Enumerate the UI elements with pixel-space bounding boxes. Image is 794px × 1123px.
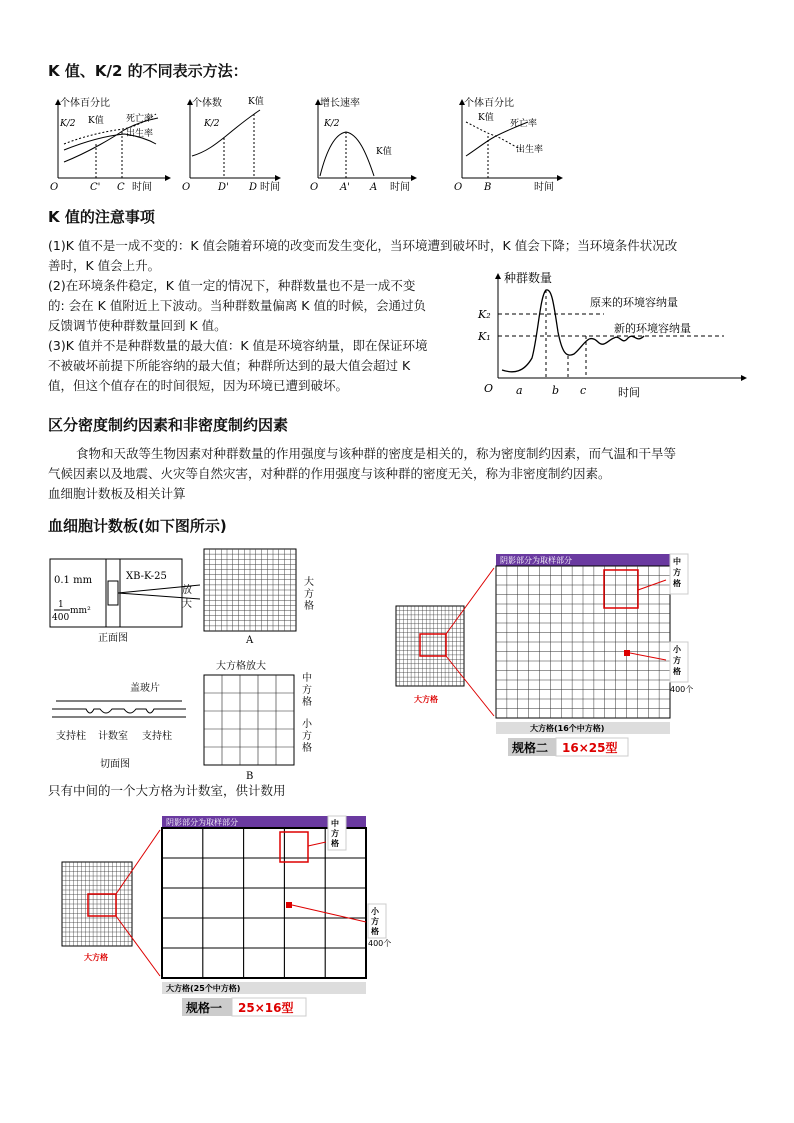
spec2-figure xyxy=(390,550,710,760)
spec2-small2: 方 xyxy=(673,656,681,665)
spec2-count: 400个 xyxy=(670,685,694,694)
g4-origin: O xyxy=(454,182,463,192)
front-area-num: 1 xyxy=(58,600,64,610)
grid-b-small3: 格 xyxy=(302,743,312,754)
spec1-mid1: 中 xyxy=(331,819,339,828)
s2-p3b: 不被破坏前提下所能容纳的最大值；种群所达到的最大值会超过 K xyxy=(48,358,411,373)
g1-c1: C' xyxy=(90,182,101,192)
g1-birth: 出生率 xyxy=(126,129,154,139)
spec2-spec: 规格二 xyxy=(512,741,549,755)
grid-b-mid2: 方 xyxy=(302,685,312,696)
spec2-header: 阴影部分为取样部分 xyxy=(500,556,572,565)
grid-a-big2: 方 xyxy=(304,589,314,600)
section3-title: 区分密度制约因素和非密度制约因素 xyxy=(48,416,289,434)
g2-origin: O xyxy=(182,182,191,192)
graph-carrying-capacity xyxy=(474,266,754,406)
g1-xlabel: 时间 xyxy=(132,182,152,192)
spec1-small1: 小 xyxy=(371,907,379,916)
spec1-figure xyxy=(54,812,404,1022)
spec2-small3: 格 xyxy=(673,667,681,676)
g1-k2: K/2 xyxy=(60,119,76,129)
graph-population-s-curve xyxy=(176,92,286,192)
spec2-mid2: 方 xyxy=(673,568,681,577)
g4-b: B xyxy=(484,182,492,192)
front-mm: 0.1 mm xyxy=(54,575,93,586)
g4-xlabel: 时间 xyxy=(534,182,554,192)
spec1-mid3: 格 xyxy=(331,839,339,848)
s3-p1b: 气候因素以及地震、火灾等自然灾害，对种群的作用强度与该种群的密度无关，称为非密度制约因素。 xyxy=(48,466,611,481)
spec1-small3: 格 xyxy=(371,927,379,936)
front-model: XB-K-25 xyxy=(126,571,167,582)
cc-o: O xyxy=(484,382,494,395)
spec1-big: 大方格 xyxy=(84,953,108,962)
g4-k: K值 xyxy=(478,113,494,123)
front-area-den: 400 xyxy=(52,613,70,623)
g3-k: K值 xyxy=(376,147,392,157)
g2-d1: D' xyxy=(218,182,229,192)
s2-p2c: 反馈调节使种群数量回到 K 值。 xyxy=(48,318,227,333)
note-text: 只有中间的一个大方格为计数室，供计数用 xyxy=(48,783,286,798)
g4-ylabel: 个体百分比 xyxy=(464,98,514,109)
spec1-val: 25×16型 xyxy=(238,1001,294,1015)
g2-ylabel: 个体数 xyxy=(192,98,222,109)
cc-k2: K₂ xyxy=(478,308,491,321)
cc-xlabel: 时间 xyxy=(618,386,640,399)
g3-a1: A' xyxy=(340,182,350,192)
grid-b-mid1: 中 xyxy=(302,673,312,684)
s2-p3c: 值，但这个值存在的时间很短，因为环境已遭到破坏。 xyxy=(48,378,349,393)
g4-birth: 出生率 xyxy=(516,145,544,155)
cc-ylabel: 种群数量 xyxy=(504,271,553,285)
grid-a-big3: 格 xyxy=(304,601,314,612)
hemocytometer-views xyxy=(46,545,326,785)
fig-b-label: B xyxy=(246,771,254,782)
s2-p1b: 善时，K 值会上升。 xyxy=(48,258,161,273)
g3-xlabel: 时间 xyxy=(390,182,410,192)
g3-a2: A xyxy=(370,182,378,192)
spec1-mid2: 方 xyxy=(331,829,339,838)
cc-newc: 新的环境容纳量 xyxy=(614,322,691,335)
front-label: 正面图 xyxy=(98,633,128,644)
spec2-mid3: 格 xyxy=(673,579,681,588)
cc-c: c xyxy=(580,384,587,397)
grid-a-big1: 大 xyxy=(304,577,314,588)
spec1-small2: 方 xyxy=(371,917,379,926)
enlarge-label: 大方格放大 xyxy=(216,661,266,672)
spec2-val: 16×25型 xyxy=(562,741,618,755)
s2-p2a: (2)在环境条件稳定，K 值一定的情况下，种群数量也不是一成不变 xyxy=(48,278,416,293)
graph-growth-rate xyxy=(304,92,422,192)
s2-p1a: (1)K 值不是一成不变的：K 值会随着环境的改变而发生变化，当环境遭到破坏时，K 值会下降；当环境条件状况改 xyxy=(48,238,678,253)
g1-death: 死亡率 xyxy=(126,114,154,124)
spec1-footer: 大方格(25个中方格) xyxy=(166,984,241,993)
fig-a-label: A xyxy=(246,635,254,646)
g1-k: K值 xyxy=(88,116,104,126)
g1-c2: C xyxy=(117,182,125,192)
s2-p3a: (3)K 值并不是种群数量的最大值：K 值是环境容纳量，即在保证环境 xyxy=(48,338,428,353)
spec2-big: 大方格 xyxy=(414,695,438,704)
g2-k: K值 xyxy=(248,97,264,107)
g3-origin: O xyxy=(310,182,319,192)
g4-death: 死亡率 xyxy=(510,119,538,129)
cc-a: a xyxy=(516,384,523,397)
grid-a xyxy=(204,549,296,631)
spec1-count: 400个 xyxy=(368,939,392,948)
spec2-mid1: 中 xyxy=(673,557,681,566)
chamber-label: 计数室 xyxy=(98,731,128,742)
graph-birth-death-rate xyxy=(44,92,179,192)
cc-orig: 原来的环境容纳量 xyxy=(590,296,678,309)
section2-title: K 值的注意事项 xyxy=(48,208,155,226)
grid-b-mid3: 格 xyxy=(302,697,312,708)
graph-birth-death-crossing xyxy=(448,92,568,192)
grid-b-small2: 方 xyxy=(302,731,312,742)
s2-p2b: 的: 会在 K 值附近上下波动。当种群数量偏离 K 值的时候，会通过负 xyxy=(48,298,426,313)
s3-p2: 血细胞计数板及相关计算 xyxy=(48,486,186,501)
grid-b-small1: 小 xyxy=(302,719,312,730)
front-area-unit: mm² xyxy=(70,606,91,616)
section-view-label: 切面图 xyxy=(100,759,130,770)
cc-b: b xyxy=(552,384,560,397)
g2-xlabel: 时间 xyxy=(260,182,280,192)
section4-title: 血细胞计数板(如下图所示) xyxy=(48,517,227,535)
spec2-footer: 大方格(16个中方格) xyxy=(530,724,605,733)
spec2-small1: 小 xyxy=(673,645,681,654)
spec1-spec: 规格一 xyxy=(186,1001,223,1015)
pillar2-label: 支持柱 xyxy=(142,731,172,742)
g1-ylabel: 个体百分比 xyxy=(60,98,110,109)
s3-p1a: 食物和天敌等生物因素对种群数量的作用强度与该种群的密度是相关的，称为密度制约因素，而气温和干旱等 xyxy=(76,446,677,461)
front-da: 大 xyxy=(182,599,192,610)
g1-origin: O xyxy=(50,182,59,192)
section1-title: K 值、K/2 的不同表示方法： xyxy=(48,62,248,80)
g2-d2: D xyxy=(249,182,258,192)
g2-k2: K/2 xyxy=(204,119,220,129)
g3-ylabel: 增长速率 xyxy=(320,98,360,109)
cc-k1: K₁ xyxy=(478,330,491,343)
pillar1-label: 支持柱 xyxy=(56,731,86,742)
spec1-header: 阴影部分为取样部分 xyxy=(166,818,238,827)
g3-k2: K/2 xyxy=(324,119,340,129)
front-fang: 放 xyxy=(182,585,192,596)
cover-label: 盖玻片 xyxy=(130,683,160,694)
